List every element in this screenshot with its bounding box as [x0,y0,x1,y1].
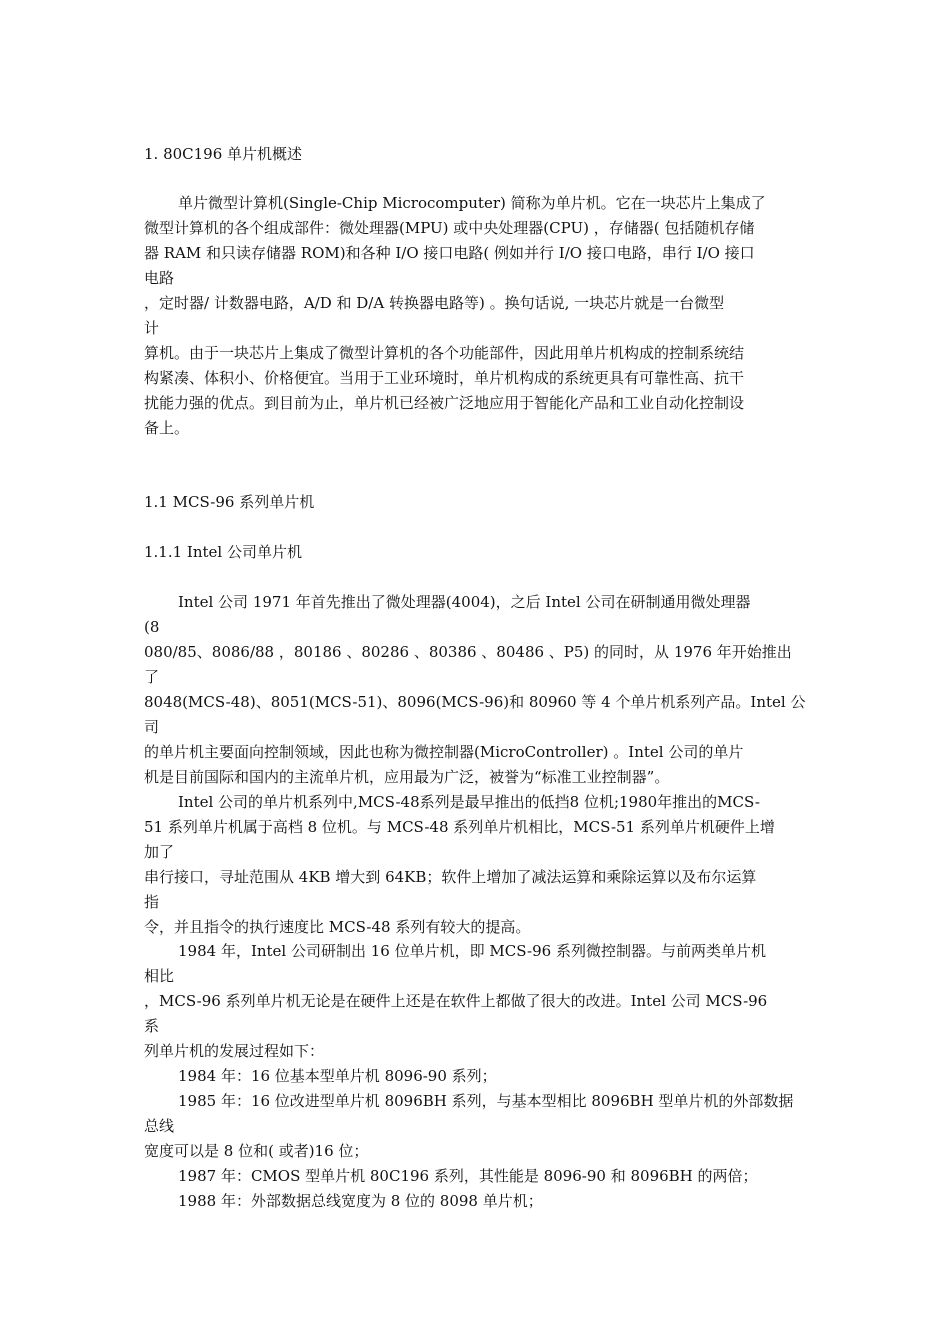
history-line: 1987 年：CMOS 型单片机 80C196 系列，其性能是 8096-90 和 8096BH 的两倍； [178,1167,758,1185]
paragraph-line: 指 [144,893,160,911]
intro-line: 电路 [144,269,175,287]
intro-line: 扰能力强的优点。到目前为止，单片机已经被广泛地应用于智能化产品和工业自动化控制设 [144,394,745,412]
paragraph-line: (8 [144,618,160,636]
paragraph-line: 51 系列单片机属于高档 8 位机。与 MCS-48 系列单片机相比，MCS-51 系列单片机硬件上增 [144,818,775,836]
history-line: 宽度可以是 8 位和( 或者)16 位； [144,1142,369,1160]
paragraph-line: 8048(MCS-48)、8051(MCS-51)、8096(MCS-96)和 80960 等 4 个单片机系列产品。Intel 公 [144,693,806,711]
paragraph-line: Intel 公司 1971 年首先推出了微处理器(4004)，之后 Intel 公司在研制通用微处理器 [178,593,751,611]
paragraph-line: 相比 [144,967,175,985]
paragraph-line: 系 [144,1017,160,1035]
intro-line: 构紧凑、体积小、价格便宜。当用于工业环境时，单片机构成的系统更具有可靠性高、抗干 [144,369,745,387]
section-heading-1-1: 1.1 MCS-96 系列单片机 [144,493,315,511]
intro-line: 微型计算机的各个组成部件：微处理器(MPU) 或中央处理器(CPU) ，存储器( 包括随机存储 [144,219,755,237]
intro-line: 单片微型计算机(Single-Chip Microcomputer) 简称为单片机。它在一块芯片上集成了 [178,194,766,212]
section-heading-1: 1. 80C196 单片机概述 [144,145,303,163]
paragraph-line: 串行接口，寻址范围从 4KB 增大到 64KB；软件上增加了减法运算和乘除运算以及布尔运算 [144,868,757,886]
paragraph-line: 列单片机的发展过程如下： [144,1042,325,1060]
paragraph-line: 机是目前国际和国内的主流单片机，应用最为广泛，被誉为“标准工业控制器”。 [144,768,670,786]
history-line: 1984 年：16 位基本型单片机 8096-90 系列； [178,1067,497,1085]
intro-line: ，定时器/ 计数器电路，A/D 和 D/A 转换器电路等) 。换句话说, 一块芯片就是一台微型 [144,294,725,312]
intro-line: 计 [144,319,160,337]
paragraph-line: 了 [144,668,160,686]
intro-line: 备上。 [144,419,190,437]
paragraph-line: ，MCS-96 系列单片机无论是在硬件上还是在软件上都做了很大的改进。Intel 公司 MCS-96 [144,992,768,1010]
history-line: 1985 年：16 位改进型单片机 8096BH 系列，与基本型相比 8096BH 型单片机的外部数据 [178,1092,794,1110]
history-line: 总线 [144,1117,175,1135]
paragraph-line: 的单片机主要面向控制领域，因此也称为微控制器(MicroController) 。Intel 公司的单片 [144,743,744,761]
paragraph-line: Intel 公司的单片机系列中,MCS-48系列是最早推出的低挡8 位机;1980年推出的MCS- [178,793,760,811]
section-heading-1-1-1: 1.1.1 Intel 公司单片机 [144,543,302,561]
paragraph-line: 司 [144,718,160,736]
paragraph-line: 令，并且指令的执行速度比 MCS-48 系列有较大的提高。 [144,918,531,936]
paragraph-line: 1984 年，Intel 公司研制出 16 位单片机，即 MCS-96 系列微控制器。与前两类单片机 [178,942,766,960]
history-line: 1988 年：外部数据总线宽度为 8 位的 8098 单片机； [178,1192,543,1210]
paragraph-line: 080/85、8086/88 ，80186 、80286 、80386 、80486 、P5) 的同时，从 1976 年开始推出 [144,643,792,661]
intro-line: 器 RAM 和只读存储器 ROM)和各种 I/O 接口电路( 例如并行 I/O 接口电路，串行 I/O 接口 [144,244,755,262]
intro-line: 算机。由于一块芯片上集成了微型计算机的各个功能部件，因此用单片机构成的控制系统结 [144,344,745,362]
paragraph-line: 加了 [144,843,175,861]
